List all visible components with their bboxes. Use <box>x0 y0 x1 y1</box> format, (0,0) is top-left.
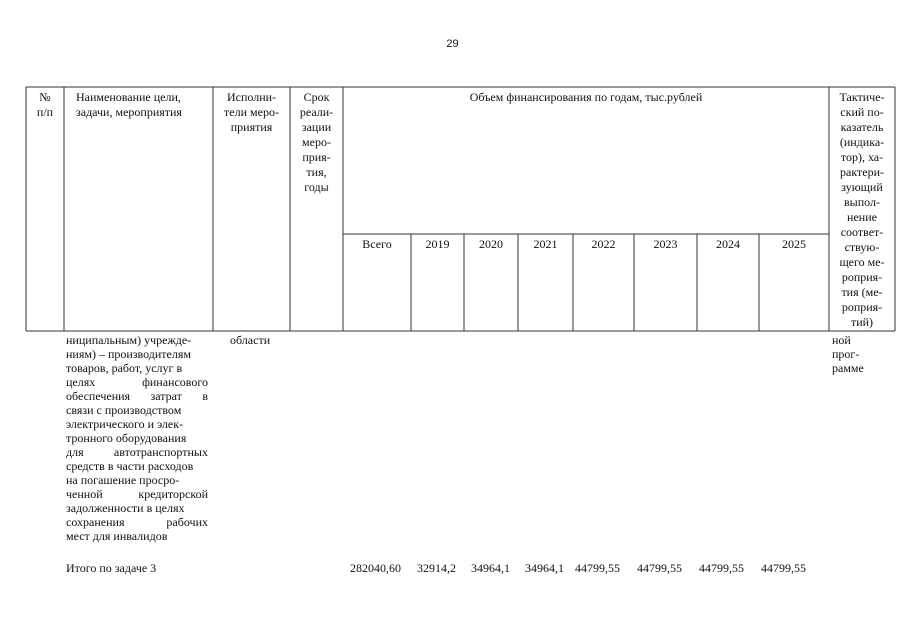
measure-name-line: средств в части расходов <box>66 459 194 473</box>
indicator-line: ной <box>832 333 851 347</box>
measure-name-line: обеспечения затрат в <box>66 389 208 403</box>
total-row-2020: 34964,1 <box>471 561 510 575</box>
measure-name-line: мест для инвалидов <box>66 529 168 543</box>
measure-name-line: тронного оборудования <box>66 431 187 445</box>
header-year-2019: 2019 <box>425 237 450 251</box>
header-year-2022: 2022 <box>591 237 616 251</box>
header-executor: Исполни- тели меро- приятия <box>224 90 279 134</box>
header-year-2020: 2020 <box>479 237 503 251</box>
total-row-2021: 34964,1 <box>525 561 564 575</box>
header-funding: Объем финансирования по годам, тыс.рублей <box>469 90 703 104</box>
header-name: Наименование цели, задачи, мероприятия <box>76 90 182 119</box>
indicator-line: рамме <box>832 361 864 375</box>
total-row-2019: 32914,2 <box>417 561 456 575</box>
measure-name-line: электрического и элек- <box>66 417 184 431</box>
header-year-2021: 2021 <box>533 237 558 251</box>
header-number: № п/п <box>36 90 54 119</box>
total-row-total: 282040,60 <box>350 561 401 575</box>
header-year-2024: 2024 <box>716 237 740 251</box>
measure-name-line: ченной кредиторской <box>66 487 208 501</box>
measure-name-line: на погашение просро- <box>66 473 180 487</box>
total-row-2025: 44799,55 <box>761 561 806 575</box>
total-row-2022: 44799,55 <box>575 561 620 575</box>
indicator-text <box>832 333 892 375</box>
measure-name-line: ниям) – производителям <box>66 347 191 361</box>
header-indicator: Тактиче- ский по- казатель (индика- тор), ха- рактери- зующий выпол- нение соответ- ствую- щего ме- роприя- тия (ме- роприя- тий) <box>839 90 885 329</box>
measure-name-line: товаров, работ, услуг в <box>66 361 183 375</box>
total-row-label: Итого по задаче 3 <box>66 561 157 575</box>
measure-name <box>66 333 208 543</box>
measure-name-line: целях финансового <box>66 375 208 389</box>
measure-name-line: для автотранспортных <box>66 445 208 459</box>
measure-name-line: задолженности в целях <box>66 501 185 515</box>
page-number: 29 <box>446 38 459 50</box>
total-row-2023: 44799,55 <box>637 561 682 575</box>
measure-name-line: сохранения рабочих <box>66 515 208 529</box>
header-year-2023: 2023 <box>653 237 678 251</box>
total-row-2024: 44799,55 <box>699 561 744 575</box>
header-total: Всего <box>362 237 392 251</box>
measure-name-line: ниципальным) учрежде- <box>66 333 192 347</box>
indicator-line: прог- <box>832 347 860 361</box>
executor: области <box>230 333 271 347</box>
measure-name-line: связи с производством <box>66 403 182 417</box>
header-term: Срок реали- зации меро- прия- тия, годы <box>299 90 334 194</box>
header-year-2025: 2025 <box>782 237 806 251</box>
